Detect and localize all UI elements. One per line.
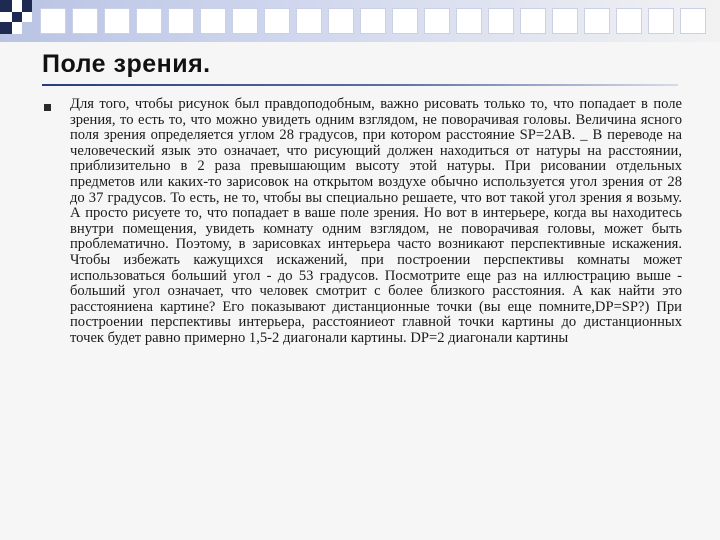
decor-square [0,12,12,22]
decor-tile [360,8,386,34]
decor-tile [552,8,578,34]
decor-tile [584,8,610,34]
decor-tile [296,8,322,34]
decor-tile [488,8,514,34]
decor-square [12,12,22,22]
decor-square [22,0,32,12]
decor-tile [168,8,194,34]
title-underline [42,84,678,86]
decor-tile [616,8,642,34]
decor-tile [232,8,258,34]
slide-title: Поле зрения. [42,50,211,78]
decor-tile [328,8,354,34]
decor-square [0,22,12,34]
decor-tile [520,8,546,34]
decor-tile [392,8,418,34]
decor-tile [424,8,450,34]
decor-square [12,0,22,12]
decor-tile [72,8,98,34]
decor-tile [264,8,290,34]
decor-square [0,0,12,12]
decor-tile [40,8,66,34]
decor-tile [136,8,162,34]
decor-tile [648,8,674,34]
decor-tile [456,8,482,34]
decor-tile [680,8,706,34]
body-paragraph: Для того, чтобы рисунок был правдоподобным, важно рисовать только то, что попадает в поле зрения, то есть то, что можно увидеть одним взглядом, не поворачивая головы. Величина ясного поля зрения определяется углом 28 градусов, при котором расстояние SP=2AB. _ В переводе на человеческий язык это означает, что рисующий должен находиться от натуры на расстоянии, приблизительно в 2 раза превышающим высоту этой натуры. При рисовании отдельных предметов или каких-то зарисовок на открытом воздухе обычно используется угол зрения от 28 до 37 градусов. То есть, не то, чтобы вы специально решаете, что вот такой угол зрения я возьму. А просто рисуете то, что попадает в ваше поле зрения. Но вот в интерьере, когда вы находитесь внутри помещения, увидеть комнату одним взглядом, не поворачивая головы, может быть проблематично. Поэтому, в зарисовках интерьера часто возникают перспективные искажения. Чтобы избежать кажущихся искажений, при построении перспективы комнаты может использоваться больший угол - до 53 градусов. Посмотрите еще раз на иллюстрацию выше - больший угол означает, что человек смотрит с более близкого расстояния. А как найти это расстояниена картине? Его показывают дистанционные точки (вы еще помните,DP=SP?) При построении перспективы интерьера, расстояниеот главной точки картины до дистанционных точек будет равно примерно 1,5-2 диагонали картины. DP=2 диагонали картины [70,96,682,346]
bullet-marker-icon [44,104,51,111]
decor-tile [104,8,130,34]
decor-tile [200,8,226,34]
decor-square [22,12,32,22]
decor-square [12,22,22,34]
